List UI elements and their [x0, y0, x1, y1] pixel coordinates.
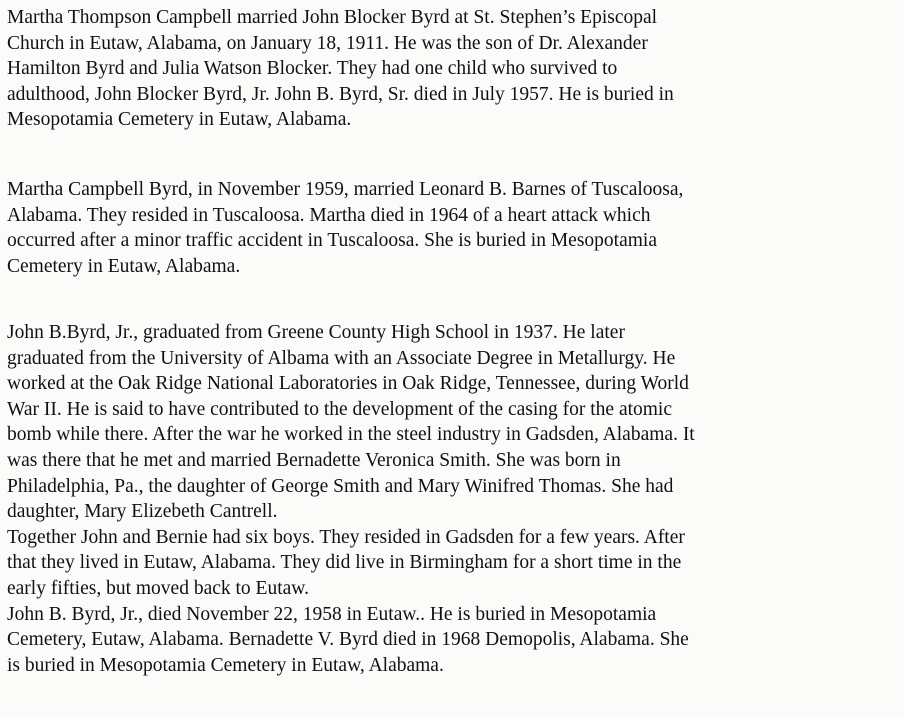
text-line: Cemetery in Eutaw, Alabama.: [7, 255, 241, 277]
text-line: Mesopotamia Cemetery in Eutaw, Alabama.: [7, 109, 352, 131]
paragraph-martha-thompson: [7, 5, 674, 133]
text-line: Martha Thompson Campbell married John Blocker Byrd at St. Stephen’s Episcopal: [7, 7, 658, 28]
paragraph-john-byrd-jr: [7, 320, 695, 678]
text-line: that they lived in Eutaw, Alabama. They did live in Birmingham for a short time in the: [7, 552, 682, 574]
text-line: was there that he met and married Bernadette Veronica Smith. She was born in: [7, 449, 621, 471]
text-line: John B.Byrd, Jr., graduated from Greene County High School in 1937. He later: [7, 322, 625, 343]
text-line: worked at the Oak Ridge National Laboratories in Oak Ridge, Tennessee, during World: [7, 373, 689, 395]
text-line: Church in Eutaw, Alabama, on January 18, 1911. He was the son of Dr. Alexander: [7, 32, 648, 54]
text-line: graduated from the University of Albama with an Associate Degree in Metallurgy. He: [7, 347, 676, 369]
text-line: adulthood, John Blocker Byrd, Jr. John B. Byrd, Sr. died in July 1957. He is buried in: [7, 83, 674, 105]
text-line: bomb while there. After the war he worked in the steel industry in Gadsden, Alabama. It: [7, 424, 695, 446]
paragraph-martha-campbell-byrd: [7, 177, 683, 279]
text-line: Philadelphia, Pa., the daughter of George Smith and Mary Winifred Thomas. She had: [7, 475, 674, 497]
text-line: occurred after a minor traffic accident in Tuscaloosa. She is buried in Mesopotamia: [7, 230, 657, 252]
text-line: early fifties, but moved back to Eutaw.: [7, 577, 309, 599]
text-line: daughter, Mary Elizebeth Cantrell.: [7, 501, 278, 523]
text-line: is buried in Mesopotamia Cemetery in Eutaw, Alabama.: [7, 654, 444, 676]
text-line: Alabama. They resided in Tuscaloosa. Martha died in 1964 of a heart attack which: [7, 204, 651, 226]
text-line: Cemetery, Eutaw, Alabama. Bernadette V. Byrd died in 1968 Demopolis, Alabama. She: [7, 629, 689, 651]
text-line: Hamilton Byrd and Julia Watson Blocker. They had one child who survived to: [7, 58, 618, 80]
text-line: Martha Campbell Byrd, in November 1959, married Leonard B. Barnes of Tuscaloosa,: [7, 179, 684, 200]
text-line: War II. He is said to have contributed to the development of the casing for the atomic: [7, 398, 673, 420]
text-line: John B. Byrd, Jr., died November 22, 1958 in Eutaw.. He is buried in Mesopotamia: [7, 603, 657, 625]
text-line: Together John and Bernie had six boys. They resided in Gadsden for a few years. After: [7, 526, 685, 548]
